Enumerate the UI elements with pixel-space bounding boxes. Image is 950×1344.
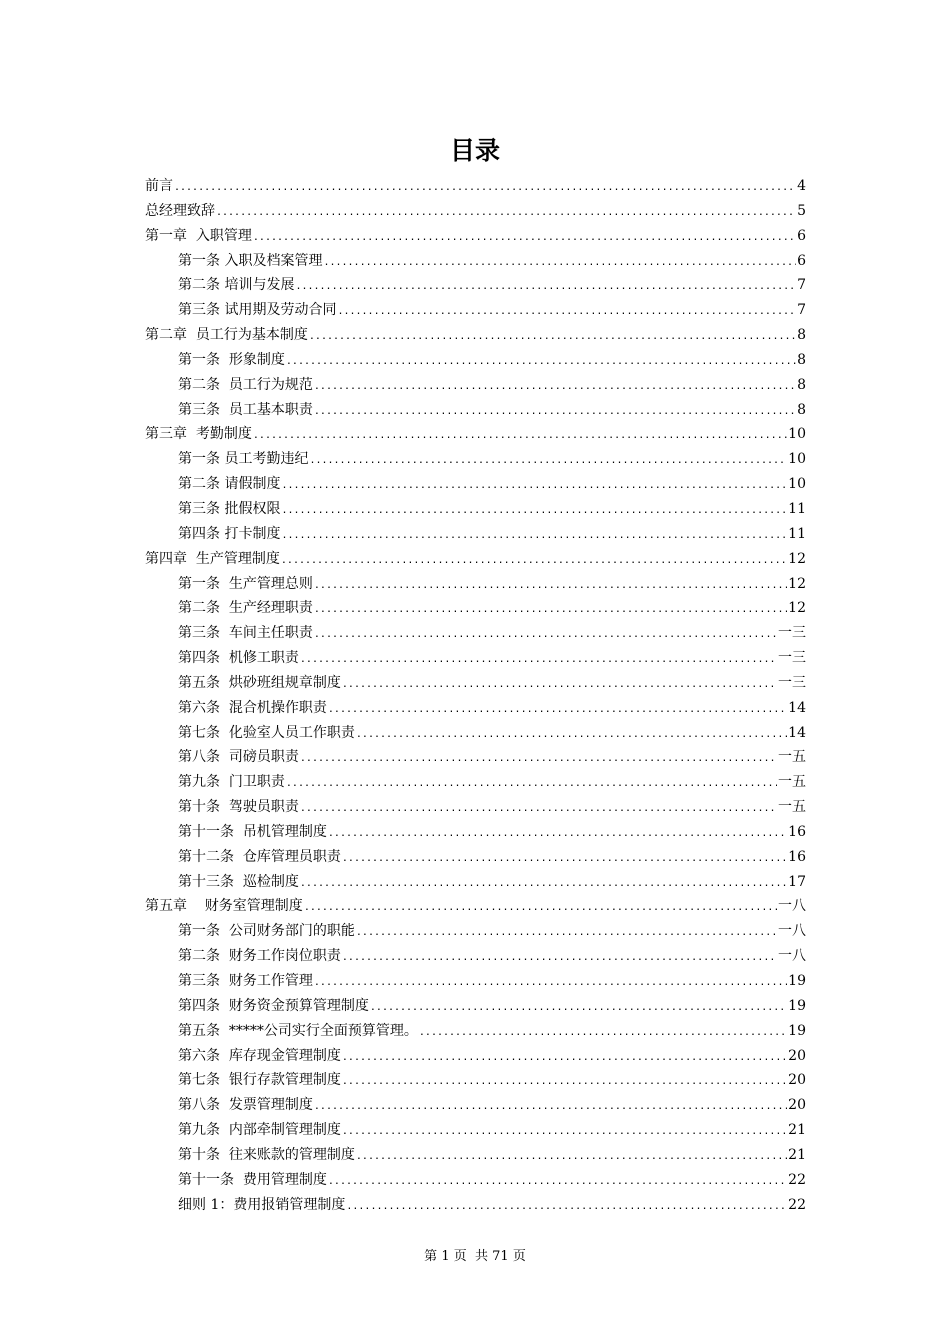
footer-total-pages: 71 [492,1249,509,1264]
toc-entry[interactable] [145,298,806,323]
toc-leader-dots [309,325,796,350]
toc-leader-dots [370,996,787,1021]
toc-entry-page: 19 [788,997,806,1014]
toc-entry-label: 第三条 批假权限 [178,500,281,517]
toc-entry[interactable] [145,249,806,274]
toc-entry-label: 第五条 烘砂班组规章制度 [178,674,341,691]
toc-entry-page: 20 [788,1047,806,1064]
toc-entry-label: 第二条 财务工作岗位职责 [178,948,341,965]
toc-entry[interactable] [145,795,806,820]
toc-entry-page: 5 [797,202,806,219]
toc-entry-label: 第十一条 费用管理制度 [178,1171,327,1188]
toc-entry-label: 第三条 员工基本职责 [178,401,313,418]
toc-leader-dots [300,797,777,822]
toc-entry-label: 第八条 发票管理制度 [178,1097,313,1114]
toc-entry[interactable] [145,323,806,348]
toc-entry-label: 第一章 入职管理 [145,227,252,244]
toc-entry-page: 16 [788,823,806,840]
toc-entry-label: 第十条 往来账款的管理制度 [178,1146,355,1163]
toc-entry[interactable] [145,894,806,919]
toc-leader-dots [253,226,796,251]
toc-entry-label: 第九条 门卫职责 [178,774,285,791]
table-of-contents [145,174,806,1217]
toc-leader-dots [300,747,777,772]
toc-entry[interactable] [145,994,806,1019]
toc-entry[interactable] [145,596,806,621]
toc-leader-dots [295,275,796,300]
toc-entry-page: 一三 [778,674,806,691]
toc-entry-label: 第四条 财务资金预算管理制度 [178,997,369,1014]
toc-entry[interactable] [145,1168,806,1193]
toc-entry[interactable] [145,199,806,224]
toc-leader-dots [281,499,787,524]
toc-entry-label: 第三条 车间主任职责 [178,625,313,642]
toc-entry-page: 7 [797,277,806,294]
toc-entry[interactable] [145,572,806,597]
toc-entry[interactable] [145,1093,806,1118]
toc-entry-label: 第十三条 巡检制度 [178,873,299,890]
toc-leader-dots [314,400,796,425]
toc-entry-label: 第一条 生产管理总则 [178,575,313,592]
toc-entry-page: 一三 [778,650,806,667]
toc-entry[interactable] [145,621,806,646]
toc-entry[interactable] [145,522,806,547]
toc-entry[interactable] [145,696,806,721]
page-footer [0,1248,950,1266]
toc-entry-label: 第十二条 仓库管理员职责 [178,848,341,865]
toc-entry-label: 第二条 请假制度 [178,476,281,493]
toc-leader-dots [342,847,787,872]
toc-entry-label: 第六条 库存现金管理制度 [178,1047,341,1064]
toc-entry[interactable] [145,820,806,845]
toc-entry-page: 12 [788,550,806,567]
toc-entry-label: 第七条 银行存款管理制度 [178,1072,341,1089]
toc-entry[interactable] [145,969,806,994]
toc-entry-page: 8 [797,401,806,418]
toc-entry-page: 12 [788,600,806,617]
toc-entry-page: 7 [797,302,806,319]
toc-leader-dots [342,1046,787,1071]
toc-entry-page: 12 [788,575,806,592]
toc-entry-label: 第四条 打卡制度 [178,525,281,542]
toc-entry[interactable] [145,472,806,497]
toc-entry-page: 8 [797,351,806,368]
toc-entry-label: 第十一条 吊机管理制度 [178,823,327,840]
toc-entry-label: 第三章 考勤制度 [145,426,252,443]
toc-entry[interactable] [145,447,806,472]
toc-leader-dots [356,1145,787,1170]
toc-leader-dots [286,350,796,375]
toc-entry[interactable] [145,721,806,746]
toc-entry-page: 8 [797,376,806,393]
toc-entry-label: 第四章 生产管理制度 [145,550,280,567]
toc-entry[interactable] [145,547,806,572]
toc-entry-label: 第一条 形象制度 [178,351,285,368]
toc-entry-page: 10 [788,426,806,443]
toc-entry-label: 第七条 化验室人员工作职责 [178,724,355,741]
toc-entry[interactable] [145,1068,806,1093]
footer-mid: 页 共 [453,1249,488,1264]
toc-entry[interactable] [145,944,806,969]
toc-entry-label: 总经理致辞 [145,202,215,219]
toc-entry-label: 第三条 财务工作管理 [178,973,313,989]
toc-entry-page: 11 [788,500,806,517]
toc-leader-dots [314,598,787,623]
toc-entry-label: 第二条 培训与发展 [178,277,295,294]
toc-entry-label: 第六条 混合机操作职责 [178,699,327,716]
toc-entry[interactable] [145,1044,806,1069]
toc-entry-page: 一五 [778,799,806,816]
toc-leader-dots [281,474,787,499]
toc-entry-page: 11 [788,525,806,542]
toc-leader-dots [337,300,796,325]
toc-entry[interactable] [145,671,806,696]
toc-entry-page: 19 [788,973,806,989]
toc-leader-dots [314,574,787,599]
toc-entry-page: 10 [788,476,806,493]
toc-leader-dots [356,921,777,946]
toc-leader-dots [216,201,796,226]
toc-leader-dots [328,822,787,847]
toc-entry[interactable] [145,273,806,298]
toc-entry-label: 第十条 驾驶员职责 [178,799,299,816]
toc-leader-dots [309,449,787,474]
toc-entry-page: 19 [788,1022,806,1039]
toc-leader-dots [281,524,787,549]
toc-leader-dots [419,1021,787,1046]
toc-entry-label: 第二条 生产经理职责 [178,600,313,617]
toc-entry-label: 第五章 财务室管理制度 [145,898,303,915]
toc-entry-page: 8 [797,327,806,344]
toc-entry-label: 第五条 *****公司实行全面预算管理。 [178,1022,418,1039]
toc-entry-label: 第九条 内部牵制管理制度 [178,1122,341,1139]
toc-entry-page: 10 [788,451,806,468]
toc-entry-page: 一五 [778,774,806,791]
toc-entry[interactable] [145,1118,806,1143]
toc-entry-page: 21 [788,1122,806,1139]
toc-entry-page: 6 [797,252,806,269]
toc-entry-label: 第一条 员工考勤违纪 [178,451,309,468]
toc-leader-dots [300,648,777,673]
toc-entry-label: 第八条 司磅员职责 [178,749,299,766]
toc-entry[interactable] [145,646,806,671]
toc-leader-dots [342,1070,787,1095]
toc-entry-label: 第二条 员工行为规范 [178,376,313,393]
toc-entry[interactable] [145,422,806,447]
toc-entry-page: 20 [788,1072,806,1089]
toc-entry-label: 第一条 入职及档案管理 [178,252,323,269]
toc-leader-dots [300,872,787,897]
toc-entry[interactable] [145,745,806,770]
toc-entry[interactable] [145,770,806,795]
footer-suffix: 页 [512,1249,526,1264]
toc-entry[interactable] [145,373,806,398]
toc-entry[interactable] [145,348,806,373]
toc-entry-page: 一八 [778,923,806,940]
toc-entry-page: 16 [788,848,806,865]
toc-entry-label: 第二章 员工行为基本制度 [145,327,308,344]
toc-entry[interactable] [145,1019,806,1044]
toc-leader-dots [253,424,787,449]
toc-entry-label: 第一条 公司财务部门的职能 [178,923,355,940]
toc-entry-label: 第三条 试用期及劳动合同 [178,302,337,319]
footer-current-page: 1 [441,1249,450,1264]
toc-leader-dots [314,375,796,400]
toc-leader-dots [346,1195,787,1220]
toc-leader-dots [281,549,787,574]
toc-entry[interactable] [145,870,806,895]
toc-entry-page: 14 [788,724,806,741]
toc-entry-page: 一三 [778,625,806,642]
toc-leader-dots [314,1095,787,1120]
toc-leader-dots [328,1170,787,1195]
toc-entry[interactable] [145,919,806,944]
toc-entry-page: 17 [788,873,806,890]
toc-entry-page: 一八 [778,948,806,965]
toc-leader-dots [356,723,787,748]
toc-entry[interactable] [145,1193,806,1218]
toc-leader-dots [174,176,796,201]
toc-entry-label: 第四条 机修工职责 [178,650,299,667]
toc-entry[interactable] [145,1143,806,1168]
toc-entry-label: 细则 1：费用报销管理制度 [178,1196,346,1213]
toc-entry-page: 22 [788,1196,806,1213]
toc-leader-dots [342,1120,787,1145]
toc-leader-dots [342,673,777,698]
toc-leader-dots [314,623,777,648]
toc-leader-dots [323,251,796,276]
toc-entry-page: 6 [797,227,806,244]
page-title: 目录 [449,136,500,165]
toc-leader-dots [314,971,787,996]
toc-entry-page: 一五 [778,749,806,766]
toc-entry-page: 14 [788,699,806,716]
toc-entry-label: 前言 [145,178,173,194]
toc-entry[interactable] [145,224,806,249]
toc-leader-dots [328,698,787,723]
toc-entry[interactable] [145,398,806,423]
toc-entry-page: 22 [788,1171,806,1188]
toc-leader-dots [342,946,777,971]
toc-leader-dots [286,772,777,797]
footer-prefix: 第 [424,1249,438,1264]
toc-entry[interactable] [145,845,806,870]
toc-entry[interactable] [145,497,806,522]
toc-entry-page: 21 [788,1146,806,1163]
toc-entry-page: 20 [788,1097,806,1114]
toc-leader-dots [304,896,777,921]
toc-entry-page: 4 [797,178,806,194]
toc-entry-page: 一八 [778,898,806,915]
toc-entry[interactable] [145,174,806,199]
